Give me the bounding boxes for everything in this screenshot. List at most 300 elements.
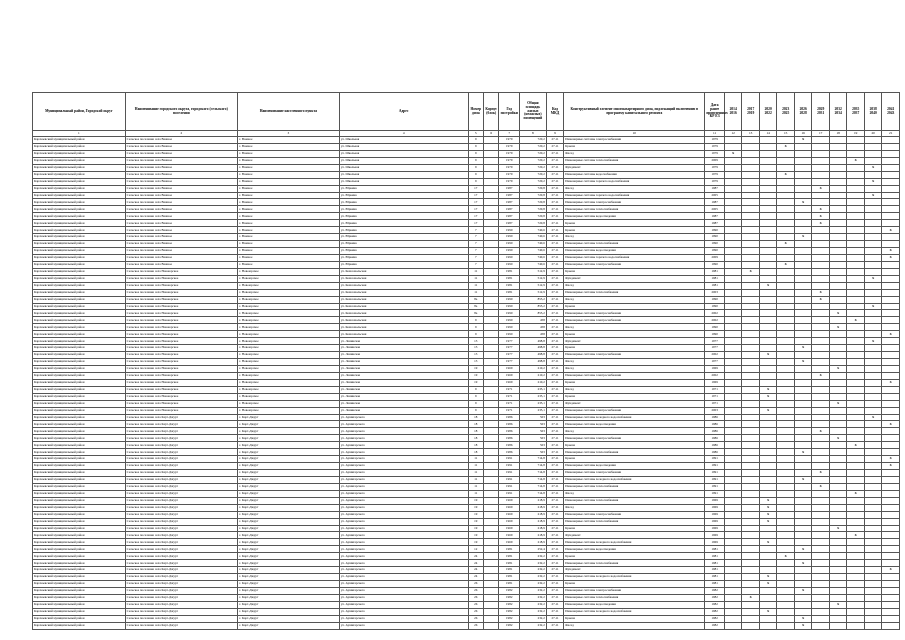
table-cell: 1987 <box>499 213 520 220</box>
table-cell: 27.11 <box>546 511 564 518</box>
table-cell: 720,2 <box>520 157 547 164</box>
table-cell: Карачаевский муниципальный район <box>33 574 126 581</box>
period-mark-cell <box>759 185 777 192</box>
table-cell: 1979 <box>705 150 725 157</box>
table-cell: Сельское поселение села Карт-Джурт <box>125 414 237 421</box>
table-cell: 11 <box>468 289 483 296</box>
period-mark-cell <box>847 421 865 428</box>
period-mark-cell <box>724 574 742 581</box>
table-cell: 503 <box>520 442 547 449</box>
table-cell: 720,2 <box>520 150 547 157</box>
period-mark-cell <box>812 331 830 338</box>
table-cell: Карачаевский муниципальный район <box>33 379 126 386</box>
table-cell <box>483 185 498 192</box>
table-cell: Карачаевский муниципальный район <box>33 421 126 428</box>
period-mark-cell <box>759 303 777 310</box>
table-cell: с. Важное <box>237 199 339 206</box>
period-mark-cell <box>812 303 830 310</box>
table-cell: 1977 <box>705 345 725 352</box>
table-cell <box>483 560 498 567</box>
period-mark-cell <box>724 601 742 608</box>
table-cell: 1971 <box>705 400 725 407</box>
table-cell <box>483 622 498 629</box>
column-number: 19 <box>847 131 865 137</box>
table-cell: 2005 <box>705 192 725 199</box>
table-row <box>33 456 900 463</box>
table-cell: 13 <box>468 352 483 359</box>
table-cell: 27.11 <box>546 407 564 414</box>
table-cell: 1986 <box>499 449 520 456</box>
table-cell: Сельское поселение села Карт-Джурт <box>125 476 237 483</box>
period-mark-cell <box>847 261 865 268</box>
table-cell: 1987 <box>499 192 520 199</box>
period-mark-cell <box>777 296 795 303</box>
period-mark-cell <box>794 241 812 248</box>
period-mark-cell <box>742 470 760 477</box>
table-cell: Крыша <box>564 143 705 150</box>
period-mark-cell <box>724 199 742 206</box>
period-mark-cell <box>812 511 830 518</box>
table-cell: 27.11 <box>546 241 564 248</box>
table-cell: Сельское поселение села Важное <box>125 164 237 171</box>
table-cell: 1986 <box>705 435 725 442</box>
period-mark-cell <box>794 414 812 421</box>
table-cell: с. Карт-Джурт <box>237 546 339 553</box>
period-mark-cell <box>829 352 847 359</box>
period-mark-cell <box>882 261 900 268</box>
period-mark-cell <box>882 303 900 310</box>
table-cell: Сельское поселение села Карт-Джурт <box>125 532 237 539</box>
table-cell: Крыша <box>564 393 705 400</box>
table-cell: 11 <box>468 476 483 483</box>
table-cell <box>483 442 498 449</box>
period-mark-cell <box>724 546 742 553</box>
period-mark-cell <box>847 553 865 560</box>
period-mark-cell <box>882 157 900 164</box>
period-mark-cell <box>794 352 812 359</box>
period-mark-cell <box>864 567 882 574</box>
table-cell: ул. Ленинская <box>339 352 468 359</box>
table-cell: 1991 <box>499 483 520 490</box>
period-mark-cell <box>812 476 830 483</box>
period-mark-cell <box>847 303 865 310</box>
period-mark-cell <box>724 400 742 407</box>
table-cell: 218,9 <box>520 511 547 518</box>
table-cell: 1987 <box>499 199 520 206</box>
period-mark-cell <box>864 456 882 463</box>
period-mark-cell <box>812 310 830 317</box>
table-cell: 1987 <box>705 220 725 227</box>
period-mark-cell <box>829 372 847 379</box>
table-row <box>33 490 900 497</box>
period-mark-cell <box>777 220 795 227</box>
table-row <box>33 511 900 518</box>
table-cell: Карачаевский муниципальный район <box>33 483 126 490</box>
table-cell: Карачаевский муниципальный район <box>33 234 126 241</box>
table-cell: 27.11 <box>546 421 564 428</box>
period-mark-cell <box>829 456 847 463</box>
period-mark-cell <box>742 442 760 449</box>
table-cell: 1977 <box>499 338 520 345</box>
period-mark-cell <box>724 234 742 241</box>
period-mark-cell <box>829 463 847 470</box>
period-mark-cell <box>724 365 742 372</box>
period-mark-cell <box>812 435 830 442</box>
table-cell: 27.11 <box>546 289 564 296</box>
table-row <box>33 143 900 150</box>
table-row <box>33 268 900 275</box>
table-cell: с. Важное <box>237 178 339 185</box>
period-mark-cell <box>742 608 760 615</box>
period-mark-cell <box>777 581 795 588</box>
table-cell: 19 <box>468 518 483 525</box>
period-mark-cell <box>759 143 777 150</box>
period-mark-cell: X <box>829 601 847 608</box>
table-cell: с. Карт-Джурт <box>237 518 339 525</box>
table-cell: 1991 <box>705 483 725 490</box>
table-cell: 1990 <box>705 227 725 234</box>
table-cell: 1979 <box>705 178 725 185</box>
table-cell: Фасад <box>564 622 705 629</box>
table-row <box>33 594 900 601</box>
period-mark-cell <box>777 435 795 442</box>
period-mark-cell <box>864 261 882 268</box>
table-cell: Карачаевский муниципальный район <box>33 324 126 331</box>
period-mark-cell <box>794 511 812 518</box>
table-cell <box>483 268 498 275</box>
period-mark-cell <box>759 456 777 463</box>
table-cell: 218,9 <box>520 525 547 532</box>
table-cell: 1981 <box>705 553 725 560</box>
table-cell: 1990 <box>705 241 725 248</box>
table-cell: с. Важное <box>237 206 339 213</box>
period-mark-cell <box>882 497 900 504</box>
column-number: 4 <box>339 131 468 137</box>
table-cell: с. Новоюрское <box>237 407 339 414</box>
table-cell: Инженерные системы электроснабжения <box>564 137 705 144</box>
column-number: 11 <box>705 131 725 137</box>
period-mark-cell <box>812 359 830 366</box>
period-mark-cell: X <box>759 282 777 289</box>
period-mark-cell <box>742 261 760 268</box>
table-cell: с. Карт-Джурт <box>237 504 339 511</box>
table-cell: Карачаевский муниципальный район <box>33 192 126 199</box>
table-cell: 27.11 <box>546 331 564 338</box>
period-mark-cell <box>847 137 865 144</box>
period-mark-cell <box>864 539 882 546</box>
table-cell: 1987 <box>705 213 725 220</box>
table-cell: с. Важное <box>237 213 339 220</box>
table-cell: ул. Комсомольская <box>339 268 468 275</box>
table-cell: Сельское поселение села Важное <box>125 248 237 255</box>
table-cell: Карачаевский муниципальный район <box>33 400 126 407</box>
period-mark-cell <box>864 143 882 150</box>
table-cell: с. Важное <box>237 220 339 227</box>
period-mark-cell: X <box>882 456 900 463</box>
period-mark-cell <box>742 421 760 428</box>
period-mark-cell <box>794 310 812 317</box>
period-mark-cell <box>847 574 865 581</box>
period-mark-cell <box>759 414 777 421</box>
table-cell: ул. Аушигерского <box>339 421 468 428</box>
period-mark-cell <box>777 206 795 213</box>
table-cell: ул. Аушигерского <box>339 463 468 470</box>
period-mark-cell <box>882 178 900 185</box>
period-mark-cell <box>812 622 830 629</box>
table-cell: 503 <box>520 414 547 421</box>
table-cell: 19 <box>468 532 483 539</box>
table-cell: ул. Аушигерского <box>339 470 468 477</box>
table-cell: 1981 <box>705 560 725 567</box>
table-cell: 1981 <box>499 268 520 275</box>
period-mark-cell <box>742 601 760 608</box>
period-mark-cell <box>829 539 847 546</box>
table-row <box>33 254 900 261</box>
table-cell: Инженерные системы водоснабжения <box>564 171 705 178</box>
period-mark-cell <box>829 428 847 435</box>
period-mark-cell <box>742 275 760 282</box>
period-mark-cell <box>864 442 882 449</box>
period-mark-cell <box>882 372 900 379</box>
period-mark-cell <box>759 553 777 560</box>
table-cell: 1987 <box>499 185 520 192</box>
period-mark-cell <box>812 199 830 206</box>
period-mark-cell: X <box>759 407 777 414</box>
period-mark-cell <box>829 227 847 234</box>
period-mark-cell <box>812 386 830 393</box>
table-cell: 1969 <box>499 511 520 518</box>
table-cell: ул. Аушигерского <box>339 581 468 588</box>
period-mark-cell <box>777 248 795 255</box>
table-cell: 11 <box>468 275 483 282</box>
table-cell: Карачаевский муниципальный район <box>33 303 126 310</box>
period-mark-cell <box>759 296 777 303</box>
table-cell: Карачаевский муниципальный район <box>33 567 126 574</box>
period-mark-cell <box>864 227 882 234</box>
period-mark-cell <box>864 137 882 144</box>
table-cell: Инженерные системы холодного водоснабжения <box>564 476 705 483</box>
period-mark-cell <box>794 407 812 414</box>
table-cell: 1969 <box>499 518 520 525</box>
period-mark-cell <box>882 476 900 483</box>
period-mark-cell <box>724 386 742 393</box>
period-mark-cell <box>864 352 882 359</box>
period-mark-cell <box>794 372 812 379</box>
table-cell: Сельское поселение села Новоюрское <box>125 400 237 407</box>
table-cell: Сельское поселение села Карт-Джурт <box>125 567 237 574</box>
table-cell: Сельское поселение села Карт-Джурт <box>125 449 237 456</box>
table-cell: Сельское поселение села Новоюрское <box>125 352 237 359</box>
period-mark-cell <box>777 365 795 372</box>
period-mark-cell <box>864 574 882 581</box>
table-cell: Карачаевский муниципальный район <box>33 393 126 400</box>
table-cell: 18 <box>468 428 483 435</box>
period-mark-cell <box>742 379 760 386</box>
period-mark-cell <box>882 511 900 518</box>
header-row <box>33 93 900 131</box>
table-cell: ул. Юркина <box>339 254 468 261</box>
period-mark-cell <box>864 248 882 255</box>
table-row <box>33 608 900 615</box>
period-mark-cell <box>864 324 882 331</box>
table-cell: 720,8 <box>520 192 547 199</box>
period-mark-cell <box>847 476 865 483</box>
table-cell: Карачаевский муниципальный район <box>33 289 126 296</box>
table-cell: 26 <box>468 615 483 622</box>
table-cell: с. Важное <box>237 185 339 192</box>
period-mark-cell <box>847 615 865 622</box>
period-mark-cell: X <box>864 192 882 199</box>
period-mark-cell <box>794 553 812 560</box>
table-cell: ул. Аушигерского <box>339 601 468 608</box>
period-mark-cell: X <box>794 476 812 483</box>
table-cell: 7 <box>468 227 483 234</box>
period-mark-cell <box>794 289 812 296</box>
period-mark-cell <box>742 338 760 345</box>
table-cell: 218,9 <box>520 539 547 546</box>
table-cell <box>483 157 498 164</box>
table-cell: 1979 <box>499 157 520 164</box>
table-cell: Сельское поселение села Карт-Джурт <box>125 594 237 601</box>
column-header: 2035 2037 <box>847 93 865 131</box>
table-cell <box>483 234 498 241</box>
table-cell <box>483 615 498 622</box>
table-cell: ул. Юркина <box>339 248 468 255</box>
table-cell: с. Карт-Джурт <box>237 497 339 504</box>
table-cell <box>483 574 498 581</box>
period-mark-cell <box>847 234 865 241</box>
period-mark-cell <box>794 254 812 261</box>
table-cell: Карачаевский муниципальный район <box>33 310 126 317</box>
period-mark-cell <box>829 567 847 574</box>
table-cell: 1979 <box>499 137 520 144</box>
table-cell: 17 <box>468 206 483 213</box>
period-mark-cell <box>777 511 795 518</box>
table-cell: 9 <box>468 150 483 157</box>
period-mark-cell <box>864 254 882 261</box>
period-mark-cell <box>812 324 830 331</box>
table-cell: Сельское поселение села Карт-Джурт <box>125 456 237 463</box>
table-cell: 17 <box>468 192 483 199</box>
table-cell: 27.11 <box>546 386 564 393</box>
period-mark-cell <box>847 560 865 567</box>
table-cell: Крыша <box>564 615 705 622</box>
period-mark-cell <box>847 393 865 400</box>
period-mark-cell <box>812 379 830 386</box>
table-cell: 27.11 <box>546 470 564 477</box>
period-mark-cell <box>829 421 847 428</box>
period-mark-cell <box>864 268 882 275</box>
table-cell: с. Карт-Джурт <box>237 539 339 546</box>
period-mark-cell <box>794 157 812 164</box>
table-cell: Сельское поселение села Карт-Джурт <box>125 483 237 490</box>
table-cell: 720,2 <box>520 171 547 178</box>
table-cell: ул. Аушигерского <box>339 456 468 463</box>
period-mark-cell: X <box>812 220 830 227</box>
table-cell: 8а <box>468 296 483 303</box>
table-row <box>33 476 900 483</box>
period-mark-cell <box>724 192 742 199</box>
table-cell: 27.11 <box>546 553 564 560</box>
table-cell: 1990 <box>499 261 520 268</box>
period-mark-cell: X <box>794 560 812 567</box>
table-cell: Карачаевский муниципальный район <box>33 553 126 560</box>
period-mark-cell: X <box>759 511 777 518</box>
period-mark-cell <box>864 365 882 372</box>
table-cell: 720,2 <box>520 164 547 171</box>
period-mark-cell <box>847 449 865 456</box>
table-cell: 1990 <box>499 241 520 248</box>
period-mark-cell <box>847 213 865 220</box>
table-cell: ул. Юркина <box>339 185 468 192</box>
period-mark-cell <box>724 206 742 213</box>
period-mark-cell <box>812 164 830 171</box>
period-mark-cell <box>864 470 882 477</box>
period-mark-cell <box>794 456 812 463</box>
period-mark-cell <box>742 504 760 511</box>
period-mark-cell <box>812 137 830 144</box>
table-cell: с. Важное <box>237 254 339 261</box>
table-cell: 7 <box>468 234 483 241</box>
period-mark-cell <box>882 365 900 372</box>
table-cell: 720,8 <box>520 206 547 213</box>
table-cell: Сельское поселение села Карт-Джурт <box>125 608 237 615</box>
period-mark-cell <box>812 275 830 282</box>
table-cell: с. Новоюрское <box>237 372 339 379</box>
period-mark-cell <box>742 241 760 248</box>
column-header: Код МКД <box>546 93 564 131</box>
table-cell: 27.11 <box>546 463 564 470</box>
column-number: 7 <box>499 131 520 137</box>
table-cell: 1982 <box>499 594 520 601</box>
period-mark-cell <box>742 553 760 560</box>
table-cell: Сельское поселение села Важное <box>125 199 237 206</box>
period-mark-cell: X <box>882 254 900 261</box>
table-cell: 9 <box>468 157 483 164</box>
table-row <box>33 331 900 338</box>
table-cell: 1987 <box>499 206 520 213</box>
period-mark-cell: X <box>742 268 760 275</box>
period-mark-cell <box>847 386 865 393</box>
table-cell: Сельское поселение села Карт-Джурт <box>125 497 237 504</box>
period-mark-cell <box>724 483 742 490</box>
period-mark-cell <box>847 206 865 213</box>
period-mark-cell: X <box>812 206 830 213</box>
table-cell: Инженерные системы водоотведения <box>564 546 705 553</box>
period-mark-cell <box>882 587 900 594</box>
table-cell: ул. Аушигерского <box>339 553 468 560</box>
column-number: 20 <box>864 131 882 137</box>
table-row <box>33 137 900 144</box>
table-cell: 27.11 <box>546 490 564 497</box>
table-cell: 9 <box>468 407 483 414</box>
table-cell: 1969 <box>705 525 725 532</box>
table-cell: ул. Ленинская <box>339 345 468 352</box>
period-mark-cell: X <box>777 553 795 560</box>
table-cell: 1979 <box>705 137 725 144</box>
period-mark-cell <box>724 248 742 255</box>
table-cell: с. Карт-Джурт <box>237 553 339 560</box>
period-mark-cell <box>724 594 742 601</box>
period-mark-cell <box>759 275 777 282</box>
table-row <box>33 157 900 164</box>
table-cell: 498,8 <box>520 338 547 345</box>
table-cell <box>483 365 498 372</box>
period-mark-cell <box>829 504 847 511</box>
period-mark-cell <box>759 525 777 532</box>
table-cell: 24 <box>468 560 483 567</box>
period-mark-cell <box>724 331 742 338</box>
